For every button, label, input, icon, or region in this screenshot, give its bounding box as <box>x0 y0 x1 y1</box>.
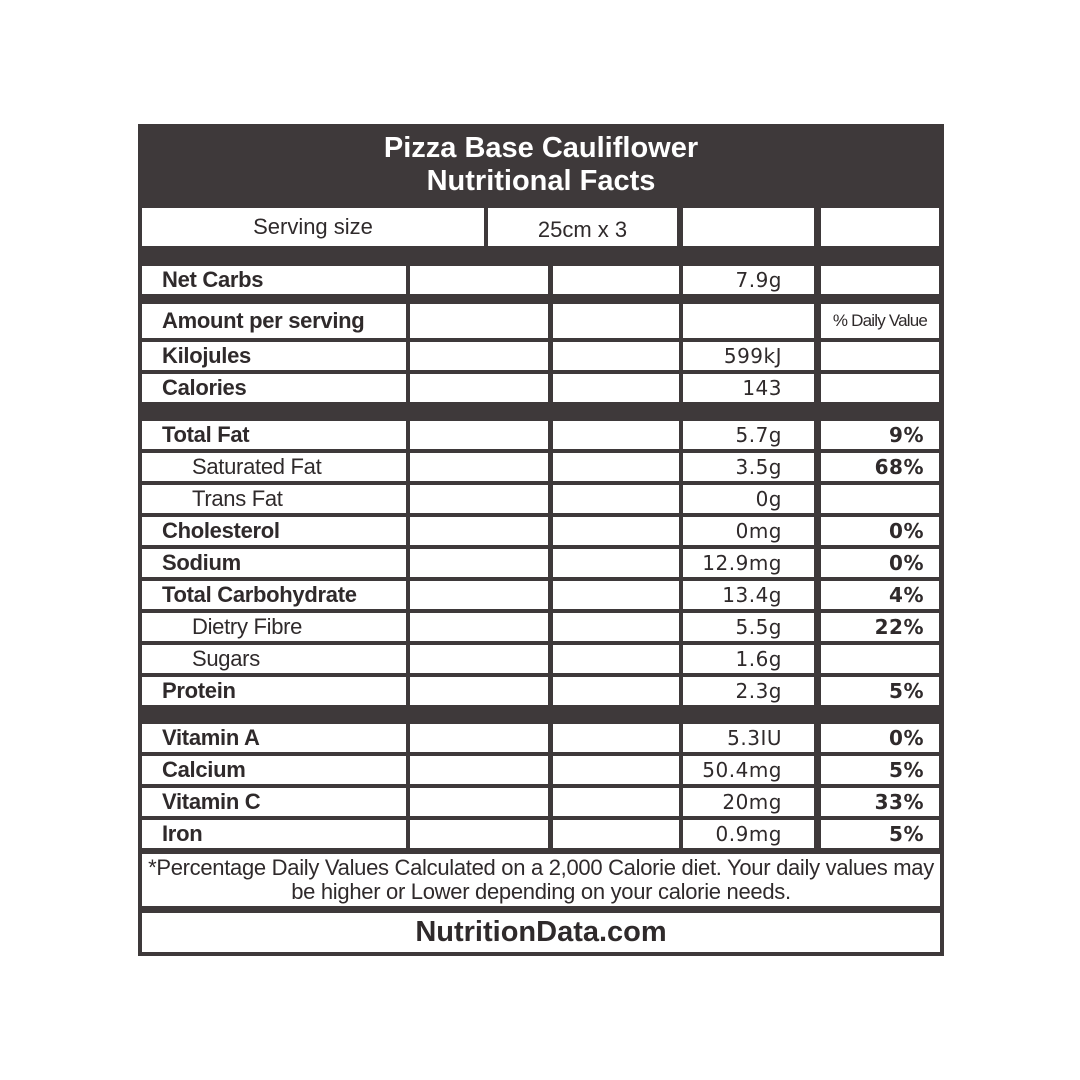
nutrient-daily-value: 68% <box>821 453 939 481</box>
nutrient-amount: 2.3g <box>683 677 814 705</box>
empty-cell <box>553 820 679 848</box>
nutrient-amount: 13.4g <box>683 581 814 609</box>
nutrient-amount: 5.3IU <box>683 724 814 752</box>
nutrient-amount: 0.9mg <box>683 820 814 848</box>
serving-size-empty-cell <box>683 208 814 246</box>
nutrient-name: Vitamin C <box>142 788 406 816</box>
empty-cell <box>553 581 679 609</box>
nutrient-amount: 3.5g <box>683 453 814 481</box>
empty-cell <box>410 517 548 545</box>
nutrient-name: Saturated Fat <box>142 453 406 481</box>
empty-cell <box>553 724 679 752</box>
daily-value-header: % Daily Value <box>821 304 939 338</box>
nutrient-daily-value: 5% <box>821 677 939 705</box>
empty-cell <box>410 581 548 609</box>
nutrient-amount: 0g <box>683 485 814 513</box>
empty-cell <box>553 613 679 641</box>
nutrient-name: Vitamin A <box>142 724 406 752</box>
empty-cell <box>553 756 679 784</box>
empty-cell <box>410 677 548 705</box>
serving-size-label: Serving size <box>142 208 484 246</box>
title-line-1: Pizza Base Cauliflower <box>383 132 699 164</box>
nutrient-name: Protein <box>142 677 406 705</box>
serving-size-value: 25cm x 3 <box>488 208 677 246</box>
empty-cell <box>410 756 548 784</box>
nutrient-amount: 5.7g <box>683 421 814 449</box>
nutrient-name: Total Carbohydrate <box>142 581 406 609</box>
empty-cell <box>553 549 679 577</box>
nutrient-amount: 599kJ <box>683 342 814 370</box>
nutrient-daily-value: 9% <box>821 421 939 449</box>
nutrient-amount: 7.9g <box>683 266 814 294</box>
label-title <box>138 132 944 198</box>
empty-cell <box>553 788 679 816</box>
empty-cell <box>410 453 548 481</box>
nutrient-daily-value <box>821 485 939 513</box>
empty-cell <box>553 645 679 673</box>
empty-cell <box>410 549 548 577</box>
nutrient-amount <box>683 304 814 338</box>
nutrient-name: Trans Fat <box>142 485 406 513</box>
nutrient-amount: 1.6g <box>683 645 814 673</box>
empty-cell <box>553 374 679 402</box>
nutrient-name: Iron <box>142 820 406 848</box>
nutrient-name: Amount per serving <box>142 304 406 338</box>
empty-cell <box>410 820 548 848</box>
nutrient-name: Total Fat <box>142 421 406 449</box>
nutrient-daily-value: 0% <box>821 549 939 577</box>
nutrient-name: Sugars <box>142 645 406 673</box>
serving-size-empty-cell <box>821 208 939 246</box>
empty-cell <box>553 485 679 513</box>
nutrient-name: Kilojules <box>142 342 406 370</box>
empty-cell <box>410 342 548 370</box>
empty-cell <box>410 724 548 752</box>
nutrient-amount: 0mg <box>683 517 814 545</box>
footnote: *Percentage Daily Values Calculated on a 2,000 Calorie diet. Your daily values may be higher or Lower depending on your calorie needs. <box>142 854 940 906</box>
empty-cell <box>410 374 548 402</box>
empty-cell <box>553 517 679 545</box>
nutrient-daily-value: 4% <box>821 581 939 609</box>
nutrient-daily-value <box>821 645 939 673</box>
nutrient-amount: 12.9mg <box>683 549 814 577</box>
nutrient-amount: 50.4mg <box>683 756 814 784</box>
nutrient-amount: 5.5g <box>683 613 814 641</box>
brand-footer: NutritionData.com <box>142 913 940 952</box>
nutrient-name: Net Carbs <box>142 266 406 294</box>
empty-cell <box>553 342 679 370</box>
nutrient-daily-value <box>821 342 939 370</box>
empty-cell <box>553 421 679 449</box>
nutrient-name: Cholesterol <box>142 517 406 545</box>
empty-cell <box>410 788 548 816</box>
empty-cell <box>410 485 548 513</box>
nutrient-daily-value: 22% <box>821 613 939 641</box>
empty-cell <box>553 266 679 294</box>
nutrient-daily-value: 0% <box>821 517 939 545</box>
nutrient-daily-value: 0% <box>821 724 939 752</box>
nutrition-label <box>138 124 944 956</box>
empty-cell <box>553 304 679 338</box>
empty-cell <box>410 266 548 294</box>
nutrient-amount: 143 <box>683 374 814 402</box>
nutrient-daily-value: 5% <box>821 820 939 848</box>
nutrient-daily-value: 33% <box>821 788 939 816</box>
title-line-2: Nutritional Facts <box>426 165 656 197</box>
nutrient-name: Dietry Fibre <box>142 613 406 641</box>
empty-cell <box>410 304 548 338</box>
nutrient-daily-value: 5% <box>821 756 939 784</box>
empty-cell <box>410 421 548 449</box>
nutrient-name: Calories <box>142 374 406 402</box>
empty-cell <box>553 677 679 705</box>
empty-cell <box>410 613 548 641</box>
nutrient-amount: 20mg <box>683 788 814 816</box>
empty-cell <box>410 645 548 673</box>
empty-cell <box>553 453 679 481</box>
nutrient-daily-value <box>821 266 939 294</box>
nutrient-name: Calcium <box>142 756 406 784</box>
nutrient-daily-value <box>821 374 939 402</box>
nutrient-name: Sodium <box>142 549 406 577</box>
